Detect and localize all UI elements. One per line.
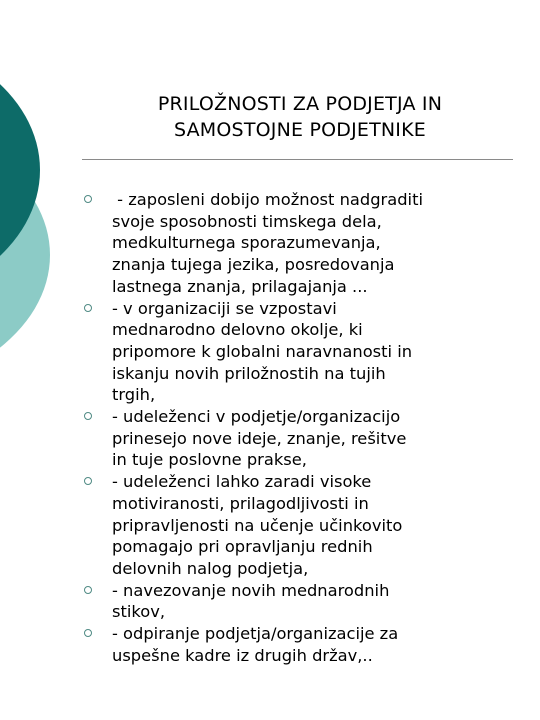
bullet-item-5 [84,580,524,623]
bullet-line: - v organizaciji se vzpostavi [112,298,337,318]
bullet-line: - udeleženci lahko zaradi visoke [112,472,372,492]
decorative-side-shapes [0,0,80,720]
bullet-line: motiviranosti, prilagodljivosti in [112,493,369,513]
bullet-line: in tuje poslovne prakse, [112,450,307,470]
bullet-line: lastnega znanja, prilagajanja ... [112,276,368,296]
title-divider [82,159,513,160]
bullet-line: delovnih nalog podjetja, [112,558,309,578]
bullet-circle-icon [84,195,92,203]
bullet-circle-icon [84,412,92,420]
bullet-line: - zaposleni dobijo možnost nadgraditi [112,190,423,209]
bullet-line: mednarodno delovno okolje, ki [112,320,363,340]
bullet-list [84,189,524,666]
bullet-line: pripravljenosti na učenje učinkovito [112,515,403,535]
bullet-circle-icon [84,586,92,594]
bullet-item-3 [84,406,524,471]
bullet-item-1 [84,189,524,298]
bullet-line: svoje sposobnosti timskega dela, [112,211,382,231]
bullet-line: iskanju novih priložnostih na tujih [112,363,386,383]
bullet-line: uspešne kadre iz drugih držav,.. [112,645,373,665]
bullet-line: pripomore k globalni naravnanosti in [112,341,413,361]
slide-title [80,91,520,143]
bullet-circle-icon [84,304,92,312]
title-line-1: PRILOŽNOSTI ZA PODJETJA IN [157,93,443,115]
bullet-line: medkulturnega sporazumevanja, [112,233,381,253]
bullet-line: - udeleženci v podjetje/organizacijo [112,407,401,427]
bullet-line: stikov, [112,602,166,622]
bullet-line: prinesejo nove ideje, znanje, rešitve [112,428,407,448]
bullet-line: - navezovanje novih mednarodnih [112,580,390,600]
bullet-line: - odpiranje podjetja/organizacije za [112,624,399,644]
bullet-item-6 [84,623,524,666]
bullet-item-2 [84,298,524,407]
bullet-circle-icon [84,477,92,485]
bullet-line: pomagajo pri opravljanju rednih [112,537,373,557]
bullet-line: trgih, [112,385,156,405]
bullet-circle-icon [84,629,92,637]
bullet-item-4 [84,471,524,580]
bullet-line: znanja tujega jezika, posredovanja [112,255,395,275]
title-line-2: SAMOSTOJNE PODJETNIKE [174,119,426,141]
